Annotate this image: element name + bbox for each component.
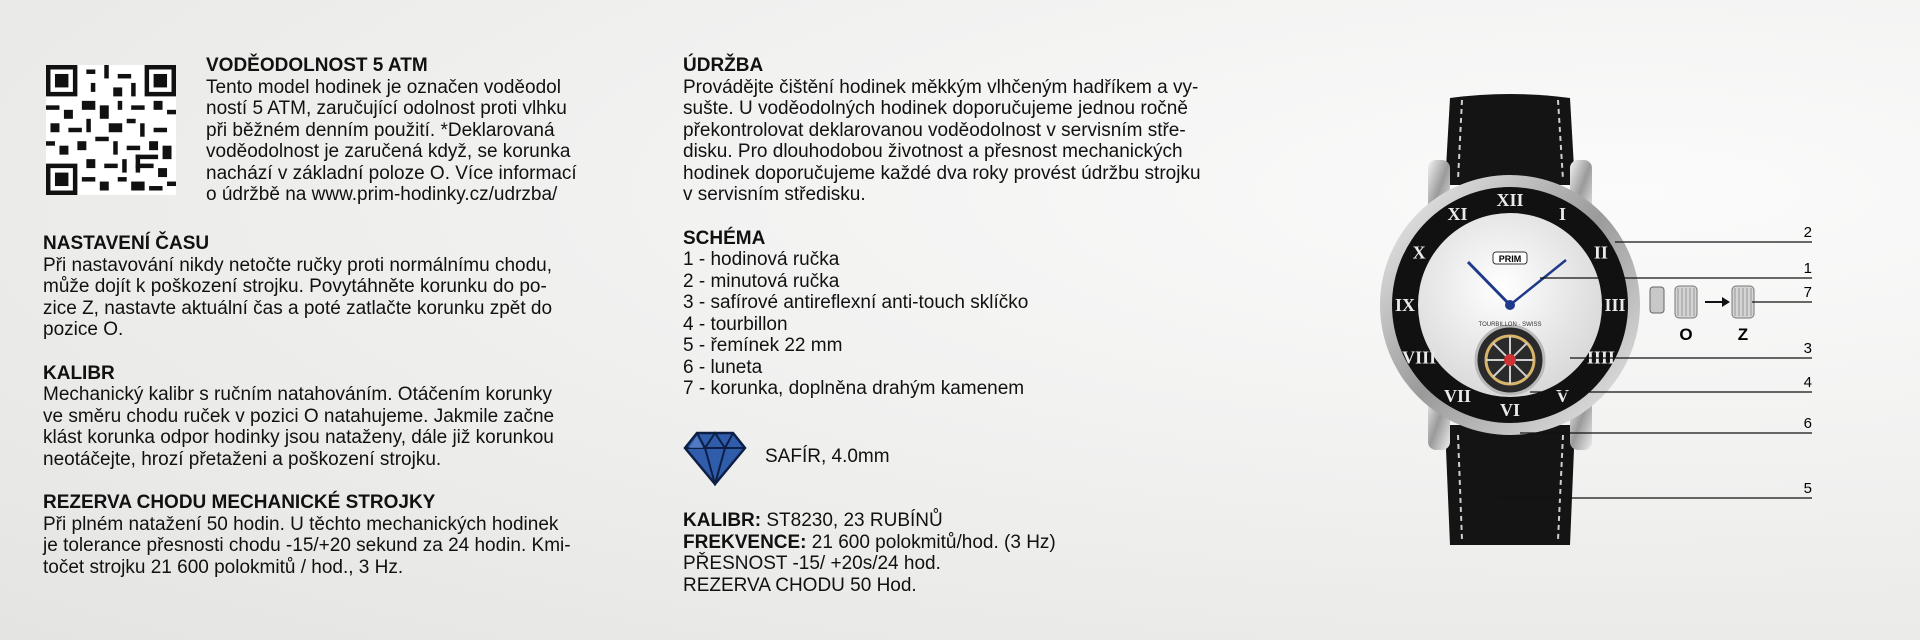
- reserve-line: točet strojku 21 600 polokmitů / hod., 3 Hz.: [43, 556, 404, 578]
- callout-5: 5: [1803, 480, 1812, 497]
- spec-reserve: REZERVA CHODU 50 Hod.: [683, 574, 917, 596]
- callout-2: 2: [1803, 224, 1812, 241]
- caliber-title: KALIBR: [43, 362, 115, 384]
- water-line: při běžném denním použití. *Deklarovaná: [206, 119, 555, 141]
- water-line: Tento model hodinek je označen voděodol: [206, 76, 561, 98]
- schema-item: 5 - řemínek 22 mm: [683, 335, 843, 356]
- diamond-icon: [683, 430, 747, 486]
- callout-3: 3: [1803, 340, 1812, 357]
- callout-6: 6: [1803, 415, 1812, 432]
- time-line: Při nastavování nikdy netočte ručky proti normálnímu chodu,: [43, 254, 553, 276]
- schema-item: 4 - tourbillon: [683, 313, 788, 335]
- crown-position-z: Z: [1737, 325, 1749, 344]
- care-line: překontrolovat deklarovanou voděodolnost v servisním stře-: [683, 119, 1186, 141]
- spec-frequency: [683, 532, 1243, 554]
- callout-4: 4: [1803, 374, 1812, 391]
- watch-diagram: [1380, 90, 1820, 550]
- left-column: [43, 233, 623, 600]
- care-title: ÚDRŽBA: [683, 55, 764, 76]
- spec-freq-key: FREKVENCE:: [683, 531, 807, 553]
- roman-numeral: X: [1412, 242, 1426, 263]
- reserve-line: Při plném natažení 50 hodin. U těchto mechanických hodinek: [43, 513, 559, 535]
- schema-item: 2 - minutová ručka: [683, 270, 840, 292]
- brand-logo: PRIM: [1498, 254, 1522, 264]
- reserve-line: je tolerance přesnosti chodu -15/+20 sekund za 24 hodin. Kmi-: [43, 535, 571, 556]
- caliber-line: ve směru chodu ruček v pozici O natahujeme. Jakmile začne: [43, 405, 555, 427]
- sapphire-label: SAFÍR, 4.0mm: [765, 446, 890, 467]
- schema-title: SCHÉMA: [683, 227, 766, 249]
- water-resistance-section: [206, 55, 606, 206]
- time-setting-section: [43, 233, 623, 341]
- care-line: Provádějte čištění hodinek měkkým vlhčeným hadříkem a vy-: [683, 76, 1199, 98]
- time-line: zice Z, nastavte aktuální čas a poté zatlačte korunku zpět do: [43, 297, 553, 319]
- time-line: může dojít k poškození strojku. Povytáhněte korunku do po-: [43, 276, 547, 297]
- roman-numeral: II: [1593, 242, 1608, 263]
- spec-freq-value: 21 600 polokmitů/hod. (3 Hz): [806, 531, 1056, 553]
- schema-item: 6 - luneta: [683, 356, 763, 378]
- callout-1: 1: [1803, 260, 1812, 277]
- time-line: pozice O.: [43, 319, 124, 340]
- specs-block: [683, 510, 1243, 596]
- time-title: NASTAVENÍ ČASU: [43, 233, 210, 254]
- schema-item: 7 - korunka, doplněna drahým kamenem: [683, 378, 1025, 399]
- roman-numeral: III: [1604, 295, 1626, 315]
- strap-bottom: [1445, 425, 1575, 545]
- roman-numeral: I: [1558, 204, 1567, 225]
- caliber-section: [43, 363, 623, 471]
- care-line: disku. Pro dlouhodobou životnost a přesnost mechanických: [683, 141, 1183, 162]
- water-title: VODĚODOLNOST 5 ATM: [206, 55, 428, 76]
- spec-kalibr-value: ST8230, 23 RUBÍNŮ: [761, 510, 943, 531]
- schema-section: [683, 228, 1243, 400]
- spec-kalibr-key: KALIBR:: [683, 510, 762, 531]
- roman-numeral: V: [1556, 385, 1569, 406]
- schema-item: 1 - hodinová ručka: [683, 249, 840, 270]
- roman-numeral: XII: [1496, 190, 1524, 210]
- caliber-line: klást korunka odpor hodinky jsou nataženy, dále již korunkou: [43, 427, 554, 448]
- spec-kalibr: [683, 510, 1243, 532]
- caliber-line: neotáčejte, hrozí přetaženi a poškození strojku.: [43, 448, 442, 470]
- middle-column: [683, 55, 1243, 400]
- dial-text: TOURBILLON · SWISS: [1478, 322, 1542, 328]
- crown-position-o: O: [1679, 325, 1693, 344]
- caliber-line: Mechanický kalibr s ručním natahováním. Otáčením korunky: [43, 384, 552, 405]
- spec-accuracy: PŘESNOST -15/ +20s/24 hod.: [683, 553, 941, 574]
- water-line: nachází v základní poloze O. Více informací: [206, 162, 577, 184]
- reserve-section: [43, 492, 623, 578]
- care-line: v servisním středisku.: [683, 184, 866, 205]
- water-line: o údržbě na www.prim-hodinky.cz/udrzba/: [206, 184, 558, 205]
- water-line: ností 5 ATM, zaručující odolnost proti vlhku: [206, 98, 567, 119]
- reserve-title: REZERVA CHODU MECHANICKÉ STROJKY: [43, 492, 436, 513]
- water-line: voděodolnost je zaručená když, se korunka: [206, 141, 571, 162]
- callout-7: 7: [1803, 284, 1812, 301]
- roman-numeral: VI: [1499, 400, 1521, 420]
- schema-item: 3 - safírové antireflexní anti-touch sklíčko: [683, 292, 1029, 313]
- roman-numeral: VII: [1443, 385, 1472, 406]
- care-line: sušte. U voděodolných hodinek doporučujeme jednou ročně: [683, 98, 1188, 119]
- roman-numeral: VIII: [1402, 347, 1437, 368]
- roman-numeral: IX: [1394, 295, 1416, 315]
- strap-top: [1445, 94, 1575, 185]
- roman-numeral: IIII: [1586, 347, 1615, 368]
- qr-code[interactable]: [46, 65, 176, 195]
- roman-numeral: XI: [1447, 204, 1468, 225]
- care-section: [683, 55, 1243, 206]
- care-line: hodinek doporučujeme každé dva roky provést údržbu strojku: [683, 162, 1201, 184]
